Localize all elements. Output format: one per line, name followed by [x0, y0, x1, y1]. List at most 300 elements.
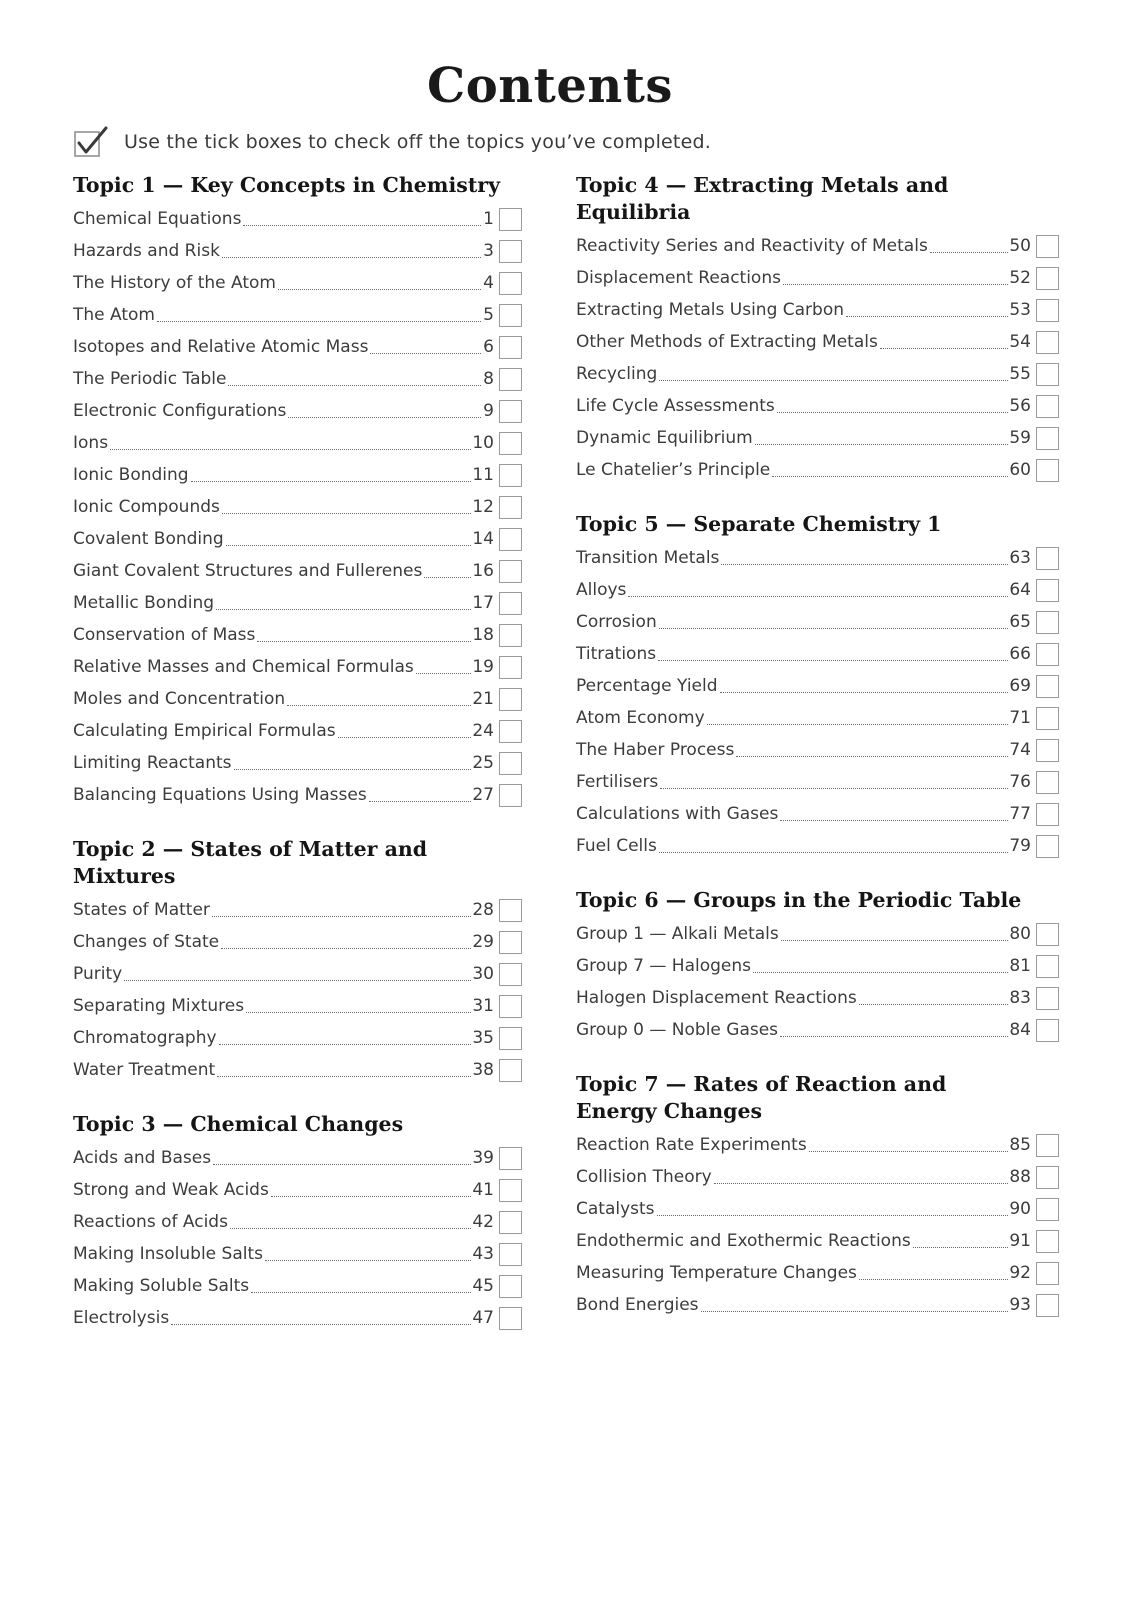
- tick-box[interactable]: [499, 1059, 522, 1082]
- tick-box[interactable]: [1036, 1019, 1059, 1042]
- entry-title: Relative Masses and Chemical Formulas: [73, 657, 414, 677]
- page-number: 80: [1009, 924, 1031, 944]
- contents-entry: [73, 299, 522, 331]
- dot-leader: [809, 1150, 1009, 1152]
- topic-heading: Topic 4 — Extracting Metals and Equilibria: [576, 173, 949, 224]
- entry-title: Life Cycle Assessments: [576, 396, 775, 416]
- instruction-text: Use the tick boxes to check off the topics you’ve completed.: [124, 131, 711, 153]
- dot-leader: [265, 1259, 471, 1261]
- entry-title: Limiting Reactants: [73, 753, 232, 773]
- dot-leader: [755, 443, 1009, 445]
- dot-leader: [271, 1195, 472, 1197]
- dot-leader: [880, 347, 1009, 349]
- page-title: Contents: [427, 58, 673, 114]
- contents-entry: [73, 894, 522, 926]
- tick-box[interactable]: [1036, 707, 1059, 730]
- entry-title: Calculating Empirical Formulas: [73, 721, 336, 741]
- contents-entry: [576, 798, 1059, 830]
- contents-entry: [73, 1302, 522, 1334]
- tick-box[interactable]: [1036, 1198, 1059, 1221]
- tick-box[interactable]: [499, 995, 522, 1018]
- dot-leader: [736, 755, 1008, 757]
- contents-entry: [576, 262, 1059, 294]
- page-number: 12: [472, 497, 494, 517]
- dot-leader: [783, 283, 1008, 285]
- tick-box[interactable]: [499, 1027, 522, 1050]
- entry-title: Moles and Concentration: [73, 689, 286, 709]
- page-number: 27: [472, 785, 494, 805]
- dot-leader: [369, 800, 472, 802]
- page-number: 6: [483, 337, 494, 357]
- entry-title: Strong and Weak Acids: [73, 1180, 269, 1200]
- tick-box[interactable]: [1036, 1230, 1059, 1253]
- page-number: 25: [472, 753, 494, 773]
- tick-box[interactable]: [1036, 803, 1059, 826]
- contents-entry: [73, 619, 522, 651]
- contents-entry: [576, 1225, 1059, 1257]
- dot-leader: [657, 1214, 1009, 1216]
- entry-title: Making Soluble Salts: [73, 1276, 250, 1296]
- contents-entry: [73, 203, 522, 235]
- page-number: 35: [472, 1028, 494, 1048]
- dot-leader: [772, 475, 1008, 477]
- entry-title: Recycling: [576, 364, 658, 384]
- dot-leader: [660, 787, 1008, 789]
- page-number: 52: [1009, 268, 1031, 288]
- dot-leader: [110, 448, 471, 450]
- page-number: 8: [483, 369, 494, 389]
- page-number: 39: [472, 1148, 494, 1168]
- contents-entry: [73, 555, 522, 587]
- page-number: 59: [1009, 428, 1031, 448]
- tick-box[interactable]: [499, 1179, 522, 1202]
- tick-box[interactable]: [499, 496, 522, 519]
- entry-title: Other Methods of Extracting Metals: [576, 332, 878, 352]
- dot-leader: [659, 379, 1008, 381]
- entry-title: Ionic Compounds: [73, 497, 220, 517]
- dot-leader: [221, 947, 471, 949]
- tick-box[interactable]: [1036, 579, 1059, 602]
- page-number: 19: [472, 657, 494, 677]
- contents-entry: [576, 1161, 1059, 1193]
- entry-title: Metallic Bonding: [73, 593, 215, 613]
- dot-leader: [228, 384, 481, 386]
- tick-box[interactable]: [499, 208, 522, 231]
- tick-box[interactable]: [1036, 923, 1059, 946]
- tick-box[interactable]: [1036, 235, 1059, 258]
- topic-section: [73, 172, 522, 811]
- dot-leader: [288, 416, 481, 418]
- dot-leader: [780, 819, 1008, 821]
- tick-box[interactable]: [499, 1243, 522, 1266]
- contents-entry: [576, 358, 1059, 390]
- page-number: 50: [1009, 236, 1031, 256]
- tick-box[interactable]: [499, 624, 522, 647]
- topic-heading: Topic 5 — Separate Chemistry 1: [576, 512, 942, 536]
- left-column: [73, 172, 522, 1359]
- page-number: 31: [472, 996, 494, 1016]
- tick-box[interactable]: [499, 304, 522, 327]
- dot-leader: [171, 1323, 471, 1325]
- entry-title: Fertilisers: [576, 772, 659, 792]
- entry-title: Dynamic Equilibrium: [576, 428, 753, 448]
- page-number: 14: [472, 529, 494, 549]
- tick-box[interactable]: [499, 688, 522, 711]
- page-number: 92: [1009, 1263, 1031, 1283]
- page-number: 10: [472, 433, 494, 453]
- topic-heading: Topic 3 — Chemical Changes: [73, 1112, 404, 1136]
- dot-leader: [424, 576, 471, 578]
- topic-heading: Topic 2 — States of Matter and Mixtures: [73, 837, 428, 888]
- dot-leader: [781, 939, 1009, 941]
- dot-leader: [859, 1278, 1008, 1280]
- entry-title: Le Chatelier’s Principle: [576, 460, 771, 480]
- page-number: 3: [483, 241, 494, 261]
- contents-entry: [73, 459, 522, 491]
- topic-section: [576, 887, 1059, 1046]
- tick-box[interactable]: [499, 1147, 522, 1170]
- entry-title: Hazards and Risk: [73, 241, 220, 261]
- dot-leader: [720, 691, 1009, 693]
- page-number: 41: [472, 1180, 494, 1200]
- contents-entry: [576, 454, 1059, 486]
- tick-box[interactable]: [499, 240, 522, 263]
- tick-box[interactable]: [1036, 1166, 1059, 1189]
- tick-box[interactable]: [1036, 1262, 1059, 1285]
- tick-box[interactable]: [1036, 267, 1059, 290]
- tick-box[interactable]: [1036, 675, 1059, 698]
- entry-title: Conservation of Mass: [73, 625, 256, 645]
- contents-entry: [576, 422, 1059, 454]
- entry-title: The Atom: [73, 305, 155, 325]
- tick-checkbox-icon: [74, 126, 108, 158]
- page-number: 55: [1009, 364, 1031, 384]
- entry-title: Bond Energies: [576, 1295, 699, 1315]
- page-number: 81: [1009, 956, 1031, 976]
- tick-box[interactable]: [1036, 771, 1059, 794]
- tick-box[interactable]: [1036, 363, 1059, 386]
- dot-leader: [191, 480, 472, 482]
- tick-box[interactable]: [499, 752, 522, 775]
- tick-box[interactable]: [499, 931, 522, 954]
- tick-box[interactable]: [1036, 611, 1059, 634]
- page-number: 42: [472, 1212, 494, 1232]
- dot-leader: [278, 288, 481, 290]
- page-number: 74: [1009, 740, 1031, 760]
- contents-entry: [576, 542, 1059, 574]
- tick-box[interactable]: [499, 656, 522, 679]
- entry-title: Extracting Metals Using Carbon: [576, 300, 845, 320]
- contents-entry: [576, 766, 1059, 798]
- entry-title: Atom Economy: [576, 708, 705, 728]
- entry-title: Giant Covalent Structures and Fullerenes: [73, 561, 423, 581]
- contents-entry: [73, 1206, 522, 1238]
- dot-leader: [222, 512, 471, 514]
- contents-entry: [576, 606, 1059, 638]
- contents-entry: [73, 1174, 522, 1206]
- page-number: 17: [472, 593, 494, 613]
- page-number: 21: [472, 689, 494, 709]
- tick-box[interactable]: [499, 1307, 522, 1330]
- contents-entry: [576, 326, 1059, 358]
- contents-entry: [576, 830, 1059, 862]
- topic-section: [73, 836, 522, 1086]
- contents-entry: [73, 1022, 522, 1054]
- dot-leader: [287, 704, 471, 706]
- topic-section: [73, 1111, 522, 1334]
- dot-leader: [217, 1075, 471, 1077]
- page-number: 11: [472, 465, 494, 485]
- page-number: 9: [483, 401, 494, 421]
- contents-entry: [73, 427, 522, 459]
- tick-box[interactable]: [1036, 459, 1059, 482]
- page-number: 69: [1009, 676, 1031, 696]
- entry-title: Displacement Reactions: [576, 268, 781, 288]
- contents-entry: [73, 235, 522, 267]
- entry-title: Halogen Displacement Reactions: [576, 988, 857, 1008]
- dot-leader: [234, 768, 472, 770]
- entry-title: Separating Mixtures: [73, 996, 245, 1016]
- entry-title: Titrations: [576, 644, 657, 664]
- contents-entry: [576, 950, 1059, 982]
- entry-title: Group 1 — Alkali Metals: [576, 924, 779, 944]
- page-number: 88: [1009, 1167, 1031, 1187]
- contents-entry: [73, 651, 522, 683]
- contents-entry: [576, 390, 1059, 422]
- entry-title: Endothermic and Exothermic Reactions: [576, 1231, 911, 1251]
- page-number: 76: [1009, 772, 1031, 792]
- entry-title: Group 0 — Noble Gases: [576, 1020, 779, 1040]
- dot-leader: [251, 1291, 471, 1293]
- dot-leader: [338, 736, 472, 738]
- page-number: 66: [1009, 644, 1031, 664]
- dot-leader: [628, 595, 1008, 597]
- entry-title: Chemical Equations: [73, 209, 242, 229]
- contents-entry: [73, 331, 522, 363]
- page-number: 90: [1009, 1199, 1031, 1219]
- dot-leader: [659, 627, 1009, 629]
- topic-heading: Topic 1 — Key Concepts in Chemistry: [73, 173, 501, 197]
- dot-leader: [216, 608, 471, 610]
- dot-leader: [219, 1043, 472, 1045]
- tick-box[interactable]: [1036, 987, 1059, 1010]
- dot-leader: [246, 1011, 471, 1013]
- contents-entry: [73, 1270, 522, 1302]
- page-number: 47: [472, 1308, 494, 1328]
- tick-box[interactable]: [1036, 547, 1059, 570]
- page-number: 4: [483, 273, 494, 293]
- topic-section: [576, 1071, 1059, 1321]
- entry-title: Fuel Cells: [576, 836, 657, 856]
- contents-entry: [576, 734, 1059, 766]
- contents-entry: [73, 363, 522, 395]
- contents-entry: [73, 990, 522, 1022]
- contents-entry: [73, 523, 522, 555]
- contents-entry: [73, 1238, 522, 1270]
- tick-box[interactable]: [1036, 955, 1059, 978]
- dot-leader: [707, 723, 1009, 725]
- entry-title: Covalent Bonding: [73, 529, 224, 549]
- dot-leader: [701, 1310, 1009, 1312]
- topic-section: [576, 172, 1059, 486]
- page-number: 56: [1009, 396, 1031, 416]
- contents-entry: [576, 1257, 1059, 1289]
- entry-title: Catalysts: [576, 1199, 655, 1219]
- entry-title: Corrosion: [576, 612, 657, 632]
- contents-entry: [576, 294, 1059, 326]
- contents-entry: [73, 267, 522, 299]
- entry-title: Group 7 — Halogens: [576, 956, 751, 976]
- tick-box[interactable]: [499, 592, 522, 615]
- contents-entry: [73, 395, 522, 427]
- entry-title: Reaction Rate Experiments: [576, 1135, 807, 1155]
- page-number: 24: [472, 721, 494, 741]
- dot-leader: [257, 640, 471, 642]
- tick-box[interactable]: [499, 336, 522, 359]
- tick-box[interactable]: [1036, 299, 1059, 322]
- contents-entry: [73, 958, 522, 990]
- contents-entry: [576, 574, 1059, 606]
- entry-title: Percentage Yield: [576, 676, 718, 696]
- entry-title: Changes of State: [73, 932, 220, 952]
- dot-leader: [243, 224, 481, 226]
- page-number: 84: [1009, 1020, 1031, 1040]
- dot-leader: [212, 915, 471, 917]
- contents-entry: [576, 702, 1059, 734]
- tick-box[interactable]: [1036, 739, 1059, 762]
- dot-leader: [226, 544, 472, 546]
- page-number: 64: [1009, 580, 1031, 600]
- contents-entry: [576, 230, 1059, 262]
- tick-box[interactable]: [1036, 395, 1059, 418]
- page-number: 65: [1009, 612, 1031, 632]
- page-number: 38: [472, 1060, 494, 1080]
- page-number: 28: [472, 900, 494, 920]
- entry-title: The History of the Atom: [73, 273, 276, 293]
- entry-title: Making Insoluble Salts: [73, 1244, 263, 1264]
- entry-title: Chromatography: [73, 1028, 217, 1048]
- dot-leader: [416, 672, 472, 674]
- entry-title: Calculations with Gases: [576, 804, 779, 824]
- contents-entry: [73, 1142, 522, 1174]
- page-number: 53: [1009, 300, 1031, 320]
- entry-title: Electronic Configurations: [73, 401, 287, 421]
- right-column: [576, 172, 1059, 1346]
- tick-box[interactable]: [499, 464, 522, 487]
- page-number: 83: [1009, 988, 1031, 1008]
- tick-box[interactable]: [499, 784, 522, 807]
- contents-entry: [73, 491, 522, 523]
- dot-leader: [721, 563, 1008, 565]
- entry-title: Collision Theory: [576, 1167, 712, 1187]
- page-number: 1: [483, 209, 494, 229]
- tick-box[interactable]: [1036, 331, 1059, 354]
- tick-box[interactable]: [499, 720, 522, 743]
- contents-entry: [576, 1014, 1059, 1046]
- page-number: 71: [1009, 708, 1031, 728]
- page-number: 29: [472, 932, 494, 952]
- tick-box[interactable]: [499, 1211, 522, 1234]
- entry-title: Purity: [73, 964, 123, 984]
- dot-leader: [930, 251, 1009, 253]
- contents-entry: [73, 683, 522, 715]
- page-number: 63: [1009, 548, 1031, 568]
- contents-entry: [576, 918, 1059, 950]
- tick-box[interactable]: [499, 400, 522, 423]
- tick-box[interactable]: [1036, 835, 1059, 858]
- dot-leader: [780, 1035, 1008, 1037]
- contents-entry: [576, 982, 1059, 1014]
- tick-box[interactable]: [499, 272, 522, 295]
- topic-heading: Topic 7 — Rates of Reaction and Energy Changes: [576, 1072, 947, 1123]
- page-number: 16: [472, 561, 494, 581]
- page-number: 60: [1009, 460, 1031, 480]
- dot-leader: [753, 971, 1008, 973]
- topic-heading: Topic 6 — Groups in the Periodic Table: [576, 888, 1022, 912]
- dot-leader: [777, 411, 1009, 413]
- tick-box[interactable]: [1036, 1134, 1059, 1157]
- instruction: [74, 126, 711, 158]
- entry-title: Reactivity Series and Reactivity of Metals: [576, 236, 928, 256]
- dot-leader: [124, 979, 471, 981]
- entry-title: Isotopes and Relative Atomic Mass: [73, 337, 369, 357]
- tick-box[interactable]: [1036, 1294, 1059, 1317]
- tick-box[interactable]: [1036, 643, 1059, 666]
- tick-box[interactable]: [499, 899, 522, 922]
- entry-title: The Periodic Table: [73, 369, 227, 389]
- tick-box[interactable]: [1036, 427, 1059, 450]
- tick-box[interactable]: [499, 1275, 522, 1298]
- entry-title: The Haber Process: [576, 740, 735, 760]
- page-number: 93: [1009, 1295, 1031, 1315]
- tick-box[interactable]: [499, 528, 522, 551]
- contents-entry: [73, 747, 522, 779]
- tick-box[interactable]: [499, 963, 522, 986]
- contents-entry: [73, 1054, 522, 1086]
- contents-entry: [576, 1289, 1059, 1321]
- dot-leader: [157, 320, 481, 322]
- entry-title: Alloys: [576, 580, 627, 600]
- topic-section: [576, 511, 1059, 862]
- contents-entry: [576, 670, 1059, 702]
- page-number: 85: [1009, 1135, 1031, 1155]
- contents-entry: [576, 1193, 1059, 1225]
- dot-leader: [846, 315, 1008, 317]
- contents-entry: [73, 926, 522, 958]
- contents-entry: [576, 638, 1059, 670]
- dot-leader: [913, 1246, 1009, 1248]
- entry-title: Ionic Bonding: [73, 465, 189, 485]
- tick-box[interactable]: [499, 560, 522, 583]
- page-number: 45: [472, 1276, 494, 1296]
- page-number: 77: [1009, 804, 1031, 824]
- dot-leader: [222, 256, 481, 258]
- entry-title: Transition Metals: [576, 548, 720, 568]
- entry-title: Measuring Temperature Changes: [576, 1263, 857, 1283]
- page-number: 30: [472, 964, 494, 984]
- page-number: 91: [1009, 1231, 1031, 1251]
- page-number: 18: [472, 625, 494, 645]
- entry-title: Ions: [73, 433, 109, 453]
- entry-title: Electrolysis: [73, 1308, 170, 1328]
- page-number: 5: [483, 305, 494, 325]
- entry-title: Balancing Equations Using Masses: [73, 785, 367, 805]
- tick-box[interactable]: [499, 368, 522, 391]
- entry-title: Reactions of Acids: [73, 1212, 228, 1232]
- entry-title: States of Matter: [73, 900, 210, 920]
- dot-leader: [658, 659, 1008, 661]
- tick-box[interactable]: [499, 432, 522, 455]
